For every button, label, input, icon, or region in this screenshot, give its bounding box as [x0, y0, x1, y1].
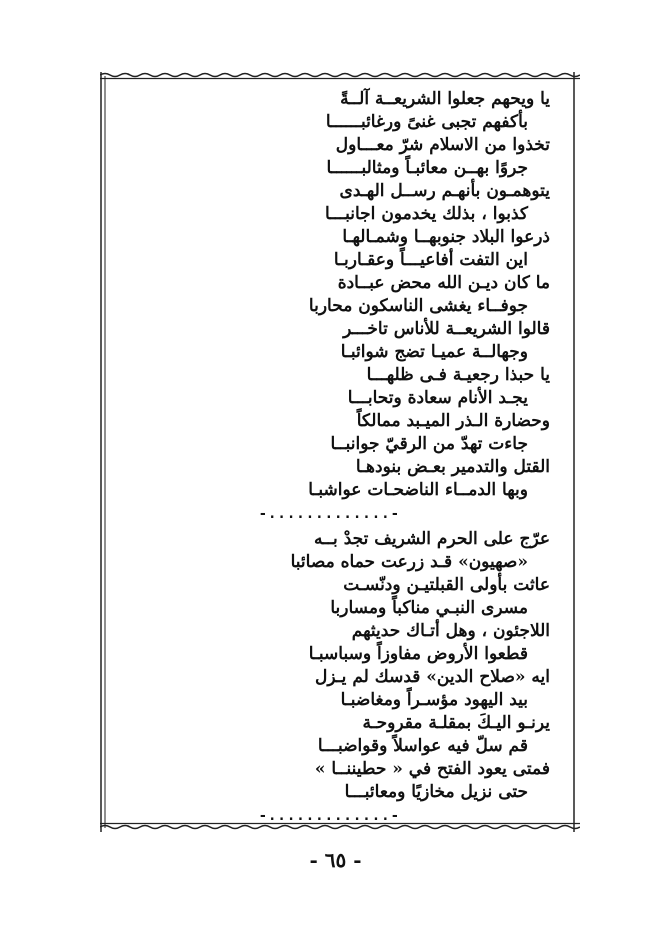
poem-line: اين التفت أفاعيـــاً وعقـاربـا [333, 250, 528, 270]
poem-line: ما كان ديـن الله محض عبــادة [337, 273, 550, 293]
frame-right-border [570, 72, 580, 832]
poem-line: جاءت تهدّ من الرقيّ جوانبــا [330, 434, 528, 454]
poem-line: قالوا الشريعــة للأناس تاخـــر [343, 319, 550, 339]
poem-line: وحضارة الـذر الميـبد ممالكاً [356, 411, 550, 431]
frame-left-border [98, 72, 108, 832]
poem-line: مسرى النبـي مناكباً ومساربا [330, 598, 528, 618]
poem-line: فمتى يعود الفتح في « حطيننــا » [314, 759, 550, 779]
poem-line: بأكفهم تجبى غنىً ورغائبــــــا [325, 112, 528, 132]
poem-line: تخذوا من الاسلام شرّ معـــاول [335, 135, 550, 155]
poem-line: ذرعوا البلاد جنوبهــا وشمـالهـا [342, 227, 550, 247]
poem-line: وجهالــة عميـا تضج شوائبـا [340, 342, 528, 362]
frame-top-border [100, 72, 580, 80]
poem-line: «صهيون» قـد زرعت حماه مصائبا [290, 552, 528, 572]
poem-line: جوفــاء يغشى الناسكون محاربا [308, 296, 528, 316]
poem-line: وبها الدمــاء الناضحـات عواشبـا [308, 480, 528, 500]
poem-line: كذبوا ، بذلك يخدمون اجانبـــا [325, 204, 528, 224]
poem-line: قطعوا الأروض مفاوزاً وسباسبـا [308, 644, 528, 664]
poem-line: ايه «صلاح الدين» قدسك لم يـزل [314, 667, 550, 687]
poem-line: يا حبذا رجعيـة فـى ظلهـــا [366, 365, 550, 385]
poem-line: عاثت بأولى القبلتيـن ودنّسـت [343, 575, 550, 595]
poem-line: يرنـو اليـكَ بمقلـة مقروحـة [362, 713, 550, 733]
poem-line: القتل والتدمير بعـض بنودهـا [355, 457, 550, 477]
section-separator: -.............- [258, 808, 400, 824]
page-number: - ٦٥ - [309, 848, 362, 872]
poem-line: قم سلّ فيه عواسلاً وقواضبـــا [317, 736, 528, 756]
poem-line: يتوهمـون بأنهـم رســل الهـدى [339, 181, 550, 201]
poem-line: جروًا بهــن معائبـاً ومثالبــــــا [326, 158, 528, 178]
poem-line: اللاجئون ، وهل أتـاك حديثهم [351, 621, 550, 641]
poem-line: يا ويحهم جعلوا الشريعــة آلــةً [340, 89, 550, 109]
poem-line: بيد اليهود مؤسـراً ومغاضبـا [340, 690, 528, 710]
section-separator: -.............- [258, 506, 400, 522]
poem-line: يجـد الأنام سعادة وتحابـــا [347, 388, 528, 408]
poem-line: عرّج على الحرم الشريف تجدْ بــه [313, 529, 550, 549]
poem-line: حتى نزيل مخازيًا ومعائبـــا [344, 782, 528, 802]
